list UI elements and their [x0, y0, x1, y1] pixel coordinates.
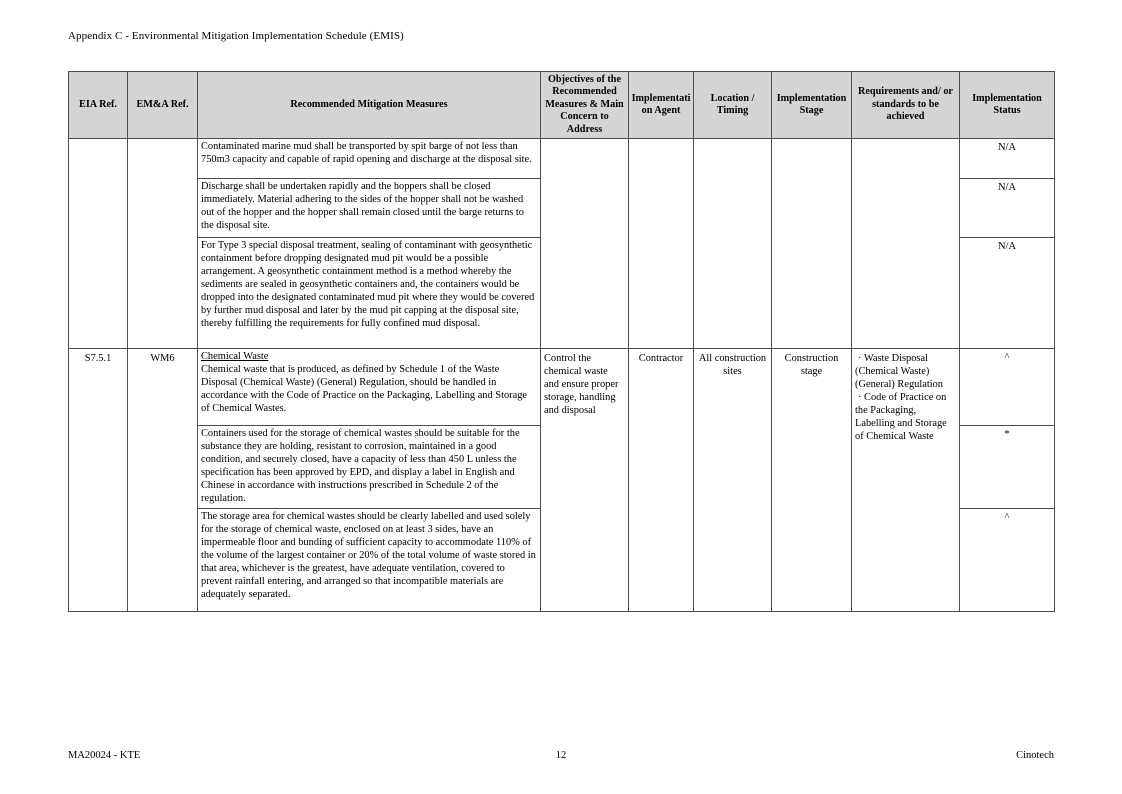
column-header-status: Implementation Status	[960, 72, 1055, 139]
footer-project-ref: MA20024 - KTE	[68, 750, 141, 761]
status-value: N/A	[998, 241, 1016, 253]
column-header-agent: Implementation Agent	[629, 72, 694, 139]
cell-ema-ref: WM6	[128, 349, 198, 612]
status-value: ^	[960, 349, 1054, 426]
page-title: Appendix C - Environmental Mitigation Implementation Schedule (EMIS)	[68, 30, 404, 42]
cell-agent	[629, 139, 694, 349]
footer-company-name: Cinotech	[1016, 750, 1054, 761]
measure-item	[198, 139, 540, 179]
cell-stage	[772, 139, 852, 349]
cell-measures	[198, 349, 541, 612]
column-header-location-timing: Location / Timing	[694, 72, 772, 139]
column-header-objectives: Objectives of the Recommended Measures & Main Concern to Address	[541, 72, 629, 139]
requirement-item: · Waste Disposal (Chemical Waste) (General) Regulation	[855, 353, 943, 391]
status-value: ^	[1004, 512, 1010, 524]
cell-stage: Construction stage	[772, 349, 852, 612]
measure-text: Contaminated marine mud shall be transported by spit barge of not less than 750m3 capacity and capable of rapid opening and discharge at the disposal site.	[201, 141, 532, 166]
measure-item	[198, 238, 540, 348]
column-header-stage: Implementation Stage	[772, 72, 852, 139]
column-header-requirements: Requirements and/ or standards to be achieved	[852, 72, 960, 139]
table-row	[69, 349, 1055, 612]
status-value: *	[960, 426, 1054, 509]
emis-table	[68, 71, 1055, 612]
cell-ema-ref	[128, 139, 198, 349]
cell-status	[960, 139, 1055, 349]
cell-requirements	[852, 349, 960, 612]
measure-text: The storage area for chemical wastes should be clearly labelled and used solely for the storage of chemical waste, enclosed on at least 3 sides, have an impermeable floor and bunding of sufficient capacity to accommodate 110% of the volume of the largest container or 20% of the total volume of waste stored in that area, whichever is the greatest, have adequate ventilation, covered to prevent rainfall entering, and arranged so that incompatible materials are adequately separated.	[201, 511, 536, 601]
cell-requirements	[852, 139, 960, 349]
cell-eia-ref: S7.5.1	[69, 349, 128, 612]
measure-text: Chemical waste that is produced, as defined by Schedule 1 of the Waste Disposal (Chemical Waste) (General) Regulation, should be handled in accordance with the Code of Practice on the Packaging, Labelling and Storage of Chemical Wastes.	[201, 364, 528, 415]
cell-measures	[198, 139, 541, 349]
measure-item	[198, 426, 540, 509]
measure-heading: Chemical Waste	[201, 351, 269, 363]
column-header-measures: Recommended Mitigation Measures	[198, 72, 541, 139]
measure-text: Containers used for the storage of chemical wastes should be suitable for the substance they are holding, resistant to corrosion, maintained in a good condition, and securely closed, have a capacity of less than 450 L unless the specification has been approved by EPD, and display a label in English and Chinese in accordance with instructions prescribed in Schedule 2 of the regulation.	[201, 428, 520, 505]
cell-objectives: Control the chemical waste and ensure proper storage, handling and disposal	[541, 349, 629, 612]
measure-item	[198, 349, 540, 426]
column-header-ema-ref: EM&A Ref.	[128, 72, 198, 139]
cell-objectives	[541, 139, 629, 349]
table-row	[69, 139, 1055, 349]
status-value: N/A	[960, 179, 1054, 238]
cell-agent: Contractor	[629, 349, 694, 612]
cell-location-timing	[694, 139, 772, 349]
cell-status	[960, 349, 1055, 612]
header-row	[69, 72, 1055, 139]
cell-eia-ref	[69, 139, 128, 349]
cell-location-timing: All construction sites	[694, 349, 772, 612]
status-value: N/A	[960, 139, 1054, 179]
measure-text: For Type 3 special disposal treatment, sealing of contaminant with geosynthetic containment before dropping designated mud pit would be a possible arrangement. A geosynthetic containment method is a method whereby the sediments are sealed in geosynthetic containers and, the containers would be dropped into the designated contaminated mud pit where they would be covered by further mud disposal and later by the mud pit capping at the disposal site, thereby fulfilling the requirements for fully confined mud disposal.	[201, 240, 535, 330]
column-header-eia-ref: EIA Ref.	[69, 72, 128, 139]
measure-item	[198, 509, 540, 611]
measure-text: Discharge shall be undertaken rapidly and the hoppers shall be closed immediately. Material adhering to the sides of the hopper shall not be washed out of the hopper and the hopper shall remain closed until the barge returns to the disposal site.	[201, 181, 524, 232]
measure-item	[198, 179, 540, 238]
requirement-item: · Code of Practice on the Packaging, Labelling and Storage of Chemical Waste	[855, 392, 947, 443]
footer-page-number: 12	[555, 750, 567, 761]
